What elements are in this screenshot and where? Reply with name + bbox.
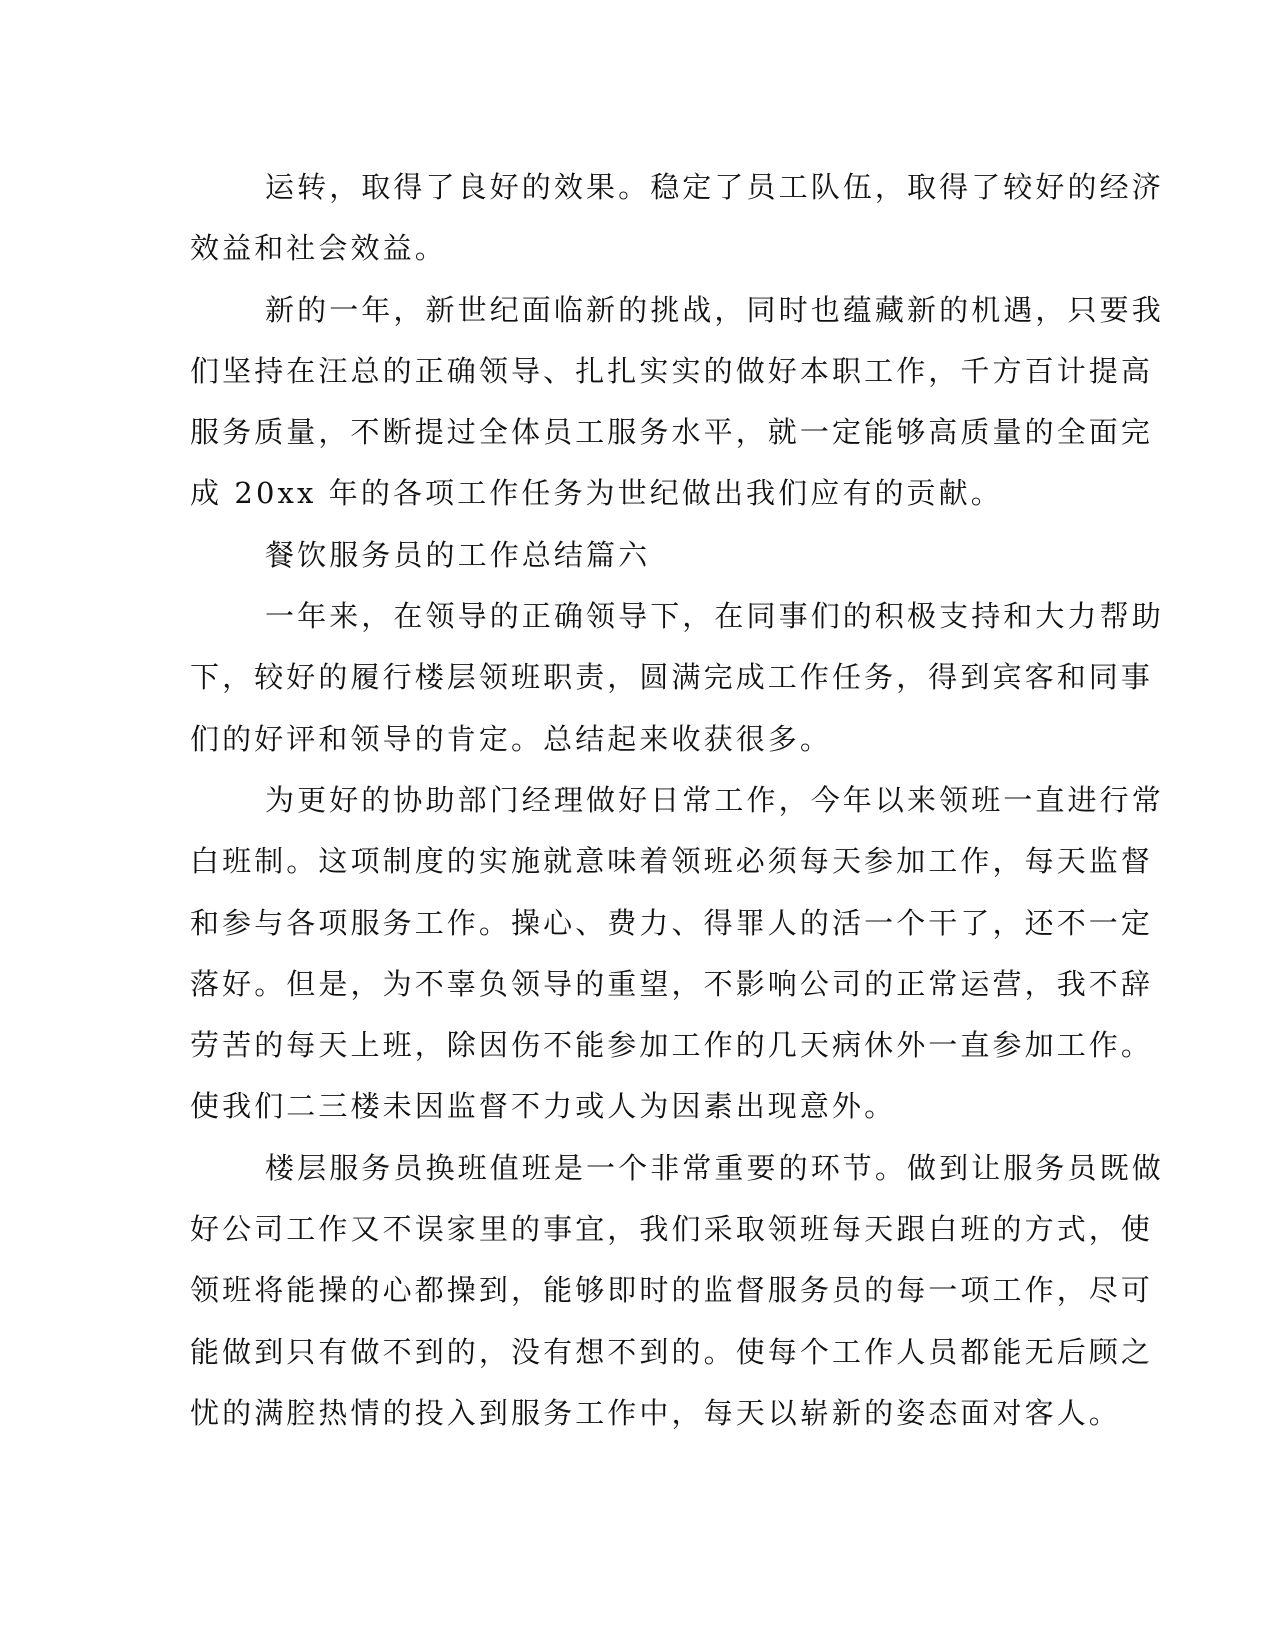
text-line: 落好。但是，为不辜负领导的重望，不影响公司的正常运营，我不辞 [190, 966, 1154, 1001]
document-body [190, 157, 1164, 1444]
text-line: 劳苦的每天上班，除因伤不能参加工作的几天病休外一直参加工作。 [190, 1028, 1154, 1063]
text-line: 为更好的协助部门经理做好日常工作，今年以来领班一直进行常 [265, 782, 1164, 817]
text-line: 新的一年，新世纪面临新的挑战，同时也蕴藏新的机遇，只要我 [265, 292, 1164, 327]
text-line: 白班制。这项制度的实施就意味着领班必须每天参加工作，每天监督 [190, 844, 1154, 879]
text-line: 忧的满腔热情的投入到服务工作中，每天以崭新的姿态面对客人。 [190, 1395, 1121, 1430]
text-line: 楼层服务员换班值班是一个非常重要的环节。做到让服务员既做 [265, 1150, 1164, 1185]
text-line: 们坚持在汪总的正确领导、扎扎实实的做好本职工作，千方百计提高 [190, 353, 1154, 388]
text-line: 服务质量，不断提过全体员工服务水平，就一定能够高质量的全面完 [190, 415, 1154, 450]
text-line: 领班将能操的心都操到，能够即时的监督服务员的每一项工作，尽可 [190, 1273, 1154, 1308]
text-line: 成 20xx 年的各项工作任务为世纪做出我们应有的贡献。 [190, 476, 1003, 511]
text-line: 一年来，在领导的正确领导下，在同事们的积极支持和大力帮助 [265, 599, 1164, 634]
text-line: 好公司工作又不误家里的事宜，我们采取领班每天跟白班的方式，使 [190, 1212, 1154, 1247]
text-line: 能做到只有做不到的，没有想不到的。使每个工作人员都能无后顾之 [190, 1334, 1154, 1369]
text-line: 运转，取得了良好的效果。稳定了员工队伍，取得了较好的经济 [265, 170, 1164, 204]
text-line: 效益和社会效益。 [190, 231, 447, 266]
section-heading: 餐饮服务员的工作总结篇六 [265, 537, 651, 572]
text-line: 们的好评和领导的肯定。总结起来收获很多。 [190, 721, 833, 756]
text-line: 和参与各项服务工作。操心、费力、得罪人的活一个干了，还不一定 [190, 905, 1154, 940]
text-line: 使我们二三楼未因监督不力或人为因素出现意外。 [190, 1089, 897, 1124]
text-line: 下，较好的履行楼层领班职责，圆满完成工作任务，得到宾客和同事 [190, 660, 1154, 695]
